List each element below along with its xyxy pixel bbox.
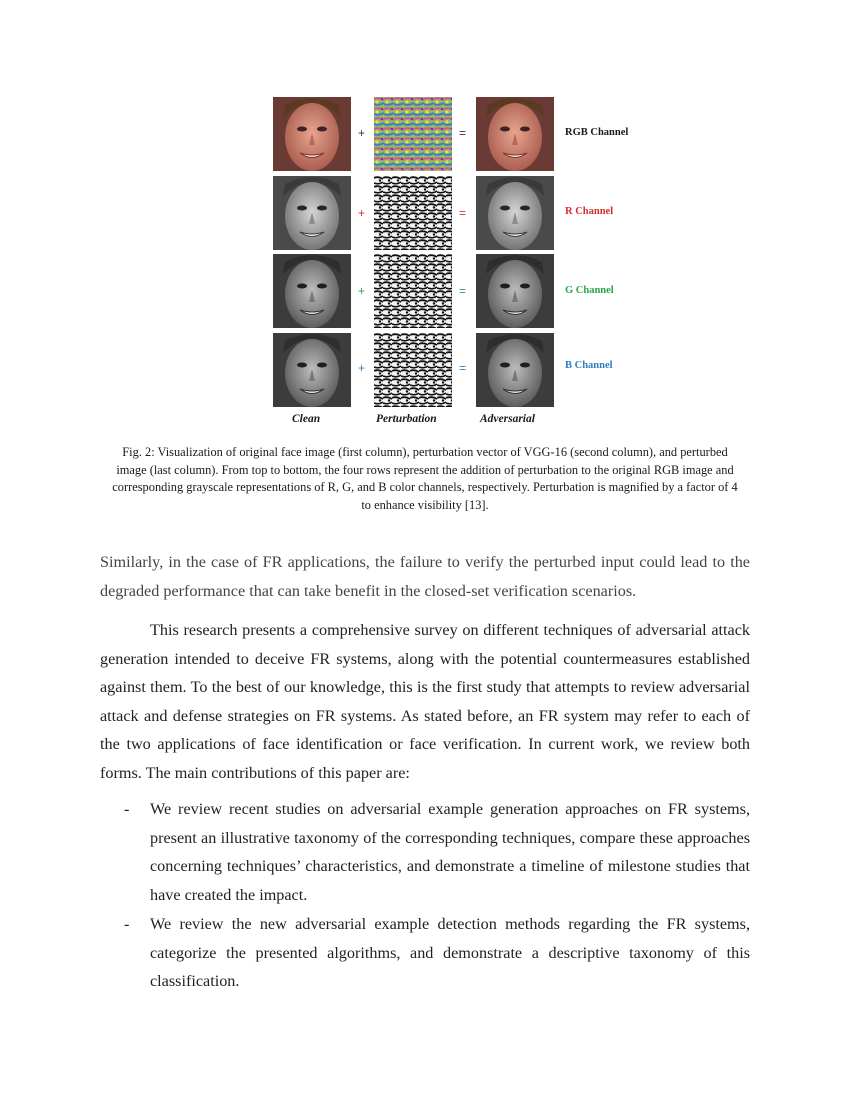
column-label-clean: Clean [292,413,321,425]
figure-caption: Fig. 2: Visualization of original face image (first column), perturbation vector of VGG-16 (second column), and perturbed image (last column). From top to bottom, the four rows represent the addition of perturbation to the original RGB image and corresponding grayscale representations of R, G, and B color channels, respectively. Perturbation is magnified by a factor of 4 to enhance visibility [13]. [112,445,738,512]
column-label-perturbation: Perturbation [376,413,437,425]
perturbation-image-r [374,176,452,250]
adversarial-face-image-b [476,333,554,407]
figure-2 [0,0,850,440]
column-label-adversarial: Adversarial [480,413,535,425]
plus-operator-rgb: + [358,126,366,140]
equals-operator-r: = [459,206,467,220]
bullet-dash: - [124,800,130,818]
plus-operator-b: + [358,361,366,375]
plus-operator-r: + [358,206,366,220]
paragraph-2: This research presents a comprehensive survey on different techniques of adversarial attack generation intended to deceive FR systems, along with the potential countermeasures established against them. To the best of our knowledge, this is the first study that attempts to review adversarial attack and defense strategies on FR systems. As stated before, an FR system may refer to each of the two applications of face identification or face verification. In current work, we review both forms. The main contributions of this paper are: [100,621,750,782]
clean-face-image-b [273,333,351,407]
equals-operator-g: = [459,284,467,298]
adversarial-face-image-rgb [476,97,554,171]
channel-label-rgb: RGB Channel [565,127,629,138]
channel-label-b: B Channel [565,360,613,371]
equals-operator-b: = [459,361,467,375]
perturbation-image-rgb [374,97,452,171]
adversarial-face-image-r [476,176,554,250]
clean-face-image-r [273,176,351,250]
clean-face-image-rgb [273,97,351,171]
bullet-dash: - [124,915,130,933]
perturbation-image-b [374,333,452,407]
clean-face-image-g [273,254,351,328]
bullet-text: We review recent studies on adversarial example generation approaches on FR systems, present an illustrative taxonomy of the corresponding techniques, compare these approaches concerning techniques’ characteristics, and demonstrate a timeline of milestone studies that have created the impact. [150,800,750,904]
equals-operator-rgb: = [459,126,467,140]
channel-label-g: G Channel [565,285,614,296]
perturbation-image-g [374,254,452,328]
adversarial-face-image-g [476,254,554,328]
channel-label-r: R Channel [565,206,614,217]
plus-operator-g: + [358,284,366,298]
paragraph-1: Similarly, in the case of FR applications, the failure to verify the perturbed input could lead to the degraded performance that can take benefit in the closed-set verification scenarios. [100,553,750,600]
bullet-text: We review the new adversarial example detection methods regarding the FR systems, categorize the presented algorithms, and demonstrate a descriptive taxonomy of this classification. [150,915,750,990]
